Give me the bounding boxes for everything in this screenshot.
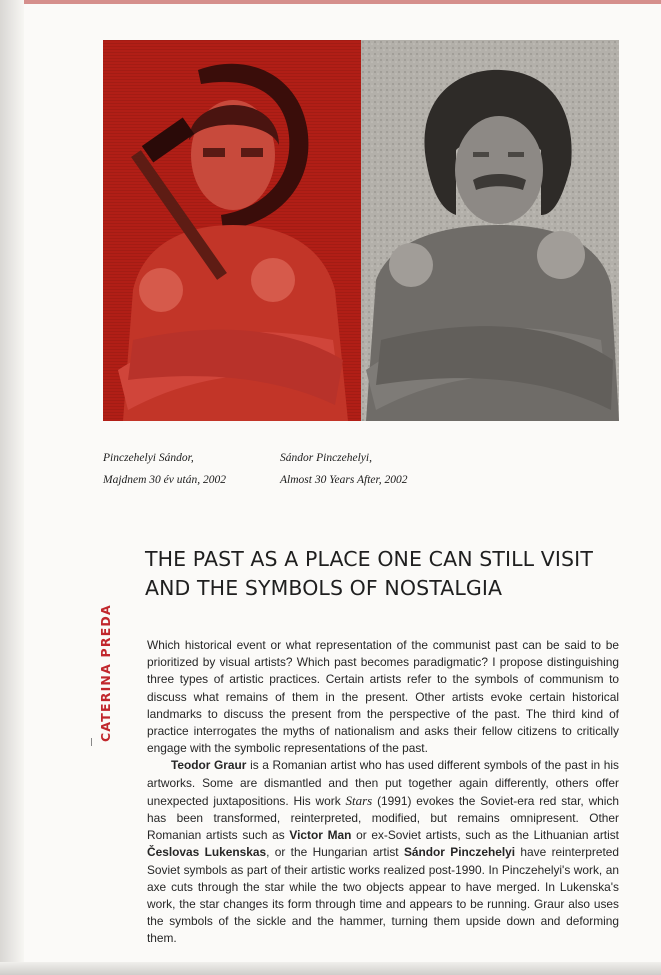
figure-photo-pair: [103, 40, 619, 421]
bw-portrait-illustration: [361, 40, 619, 421]
section-title: [145, 545, 625, 603]
section-title-line-2: AND THE SYMBOLS OF NOSTALGIA: [145, 576, 503, 600]
section-title-line-1: THE PAST AS A PLACE ONE CAN STILL VISIT: [145, 547, 593, 571]
paragraph-2-text-e: have reinterpreted Soviet symbols as part of their artistic works realized post-1990. In Pinczehelyi's work, an axe cuts through the star while the two objects appear to have merged. In Lukenska's work, the star changes its form through time and appears to be running. Graur also uses the symbols of the sickle and the hammer, turning them upside down and deforming them.: [147, 845, 620, 946]
photo-caption-hungarian: [103, 447, 226, 491]
page-binding-shadow: [0, 0, 24, 975]
author-name-vertical: CATERINA PREDA: [98, 604, 113, 742]
red-portrait-illustration: [103, 40, 361, 421]
paragraph-2-text-c: or ex-Soviet artists, such as the Lithuanian artist: [351, 828, 619, 843]
photo-caption-english: [280, 447, 407, 491]
photo-red-portrait: [103, 40, 361, 421]
artist-name-lukenskas: Česlovas Lukenskas: [147, 845, 267, 860]
photo-bw-portrait: [361, 40, 619, 421]
caption-right-line-2: Almost 30 Years After, 2002: [280, 474, 408, 486]
page-top-edge: [0, 0, 661, 4]
artwork-title-stars: Stars: [345, 792, 373, 808]
margin-mark: [91, 738, 92, 746]
article-body: [147, 637, 619, 948]
paragraph-2-text-d: , or the Hungarian artist: [266, 845, 404, 860]
artist-name-pinczehelyi: Sándor Pinczehelyi: [403, 845, 516, 860]
caption-left-line-2: Majdnem 30 év után, 2002: [103, 474, 226, 486]
paragraph-2-text-a: is a Romanian artist who has used different symbols of the past in his artworks. Some are dismantled and then put together again differently, others offer unexpected juxtapositions. His work: [147, 758, 619, 808]
paragraph-1: Which historical event or what representation of the communist past can be said to be prioritized by visual artists? Which past becomes paradigmatic? I propose distinguishing three types of artistic practices. Certain artists refer to the symbols of communism to discuss what remains of them in the present. Other artists evoke certain historical landmarks to discuss the present from the perspective of the past. The third kind of practice interrogates the myths of nationalism and asks their fellow citizens to critically engage with the symbolic representations of the past.: [147, 638, 619, 756]
artist-name-man: Victor Man: [289, 828, 352, 843]
paragraph-2-text-b: (1991) evokes the Soviet-era red star, which has been transformed, reinterpreted, modified, but remains omnipresent. Other Romanian artists such as: [147, 793, 619, 843]
caption-right-line-1: Sándor Pinczehelyi,: [280, 452, 372, 464]
caption-left-line-1: Pinczehelyi Sándor,: [103, 452, 194, 464]
artist-name-graur: Teodor Graur: [171, 758, 247, 773]
page-bottom-edge: [0, 962, 661, 975]
paragraph-2: [147, 757, 619, 947]
